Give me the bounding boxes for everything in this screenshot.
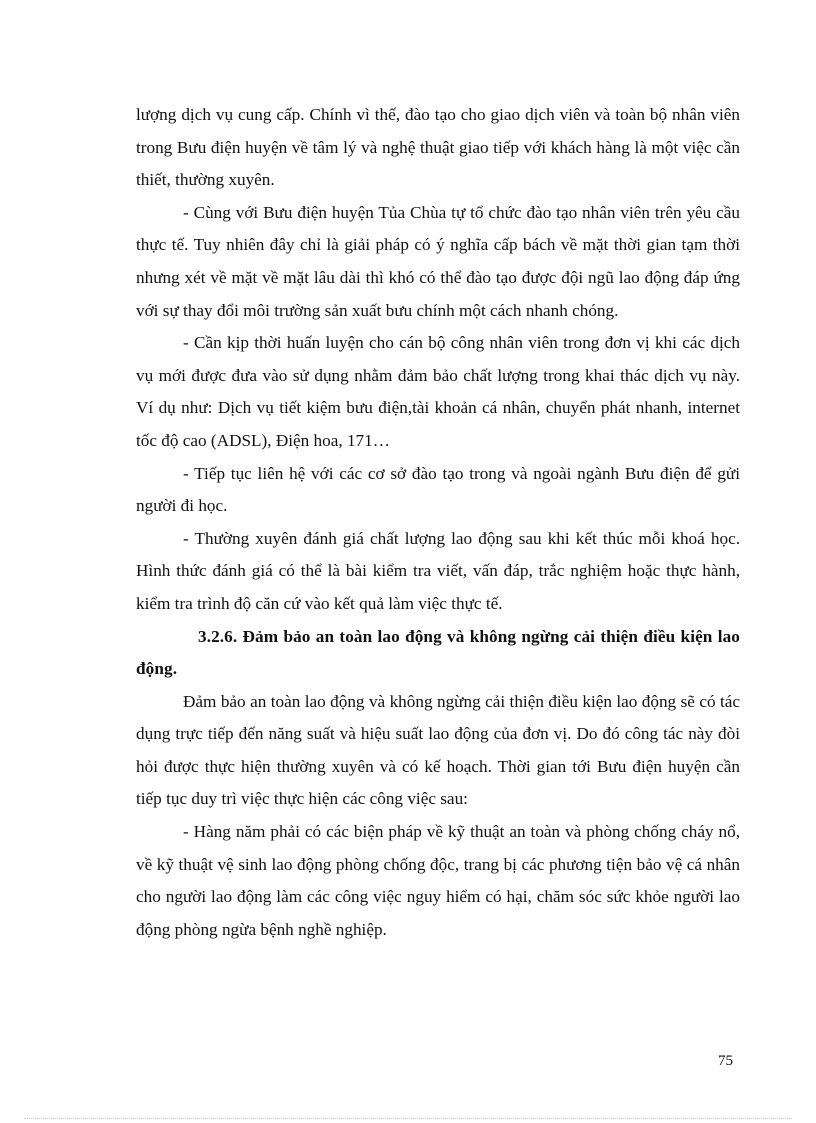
paragraph-bullet-evaluation: - Thường xuyên đánh giá chất lượng lao động sau khi kết thúc mỗi khoá học. Hình thức đánh giá có thể là bài kiểm tra viết, vấn đáp, trắc nghiệm hoặc thực hành, kiểm tra trình độ căn cứ vào kết quả làm việc thực tế. [136, 528, 740, 613]
paragraph-continuation: lượng dịch vụ cung cấp. Chính vì thế, đào tạo cho giao dịch viên và toàn bộ nhân viên trong Bưu điện huyện về tâm lý và nghệ thuật giao tiếp với khách hàng là một việc cần thiết, thường xuyên. [136, 105, 740, 190]
paragraph-section-intro: Đảm bảo an toàn lao động và không ngừng cải thiện điều kiện lao động sẽ có tác dụng trực tiếp đến năng suất và hiệu suất lao động của đơn vị. Do đó công tác này đòi hỏi được thực hiện thường xuyên và có kế hoạch. Thời gian tới Bưu điện huyện cần tiếp tục duy trì việc thực hiện các công việc sau: [136, 691, 740, 809]
paragraph-bullet-onsite-training: - Cùng với Bưu điện huyện Tủa Chùa tự tổ chức đào tạo nhân viên trên yêu cầu thực tế. Tuy nhiên đây chỉ là giải pháp có ý nghĩa cấp bách về mặt thời gian tạm thời nhưng xét về mặt về mặt lâu dài thì khó có thể đào tạo được đội ngũ lao động đáp ứng với sự thay đổi môi trường sản xuất bưu chính một cách nhanh chóng. [136, 202, 740, 320]
page-content [136, 99, 740, 946]
page-bottom-divider [24, 1118, 792, 1119]
page-number: 75 [718, 1053, 733, 1069]
paragraph-bullet-safety-measures: - Hàng năm phải có các biện pháp về kỹ thuật an toàn và phòng chống cháy nổ, về kỹ thuật vệ sinh lao động phòng chống độc, trang bị các phương tiện bảo vệ cá nhân cho người lao động làm các công việc nguy hiểm có hại, chăm sóc sức khỏe người lao động phòng ngừa bệnh nghề nghiệp. [136, 822, 740, 939]
paragraph-bullet-new-services-training: - Cần kịp thời huấn luyện cho cán bộ công nhân viên trong đơn vị khi các dịch vụ mới được đưa vào sử dụng nhằm đảm bảo chất lượng trong khai thác dịch vụ này. Ví dụ như: Dịch vụ tiết kiệm bưu điện,tài khoản cá nhân, chuyển phát nhanh, internet tốc độ cao (ADSL), Điện hoa, 171… [136, 333, 740, 450]
section-heading: 3.2.6. Đảm bảo an toàn lao động và không ngừng cải thiện điều kiện lao động. [136, 626, 740, 679]
paragraph-bullet-external-training: - Tiếp tục liên hệ với các cơ sở đào tạo trong và ngoài ngành Bưu điện để gửi người đi học. [136, 463, 740, 516]
